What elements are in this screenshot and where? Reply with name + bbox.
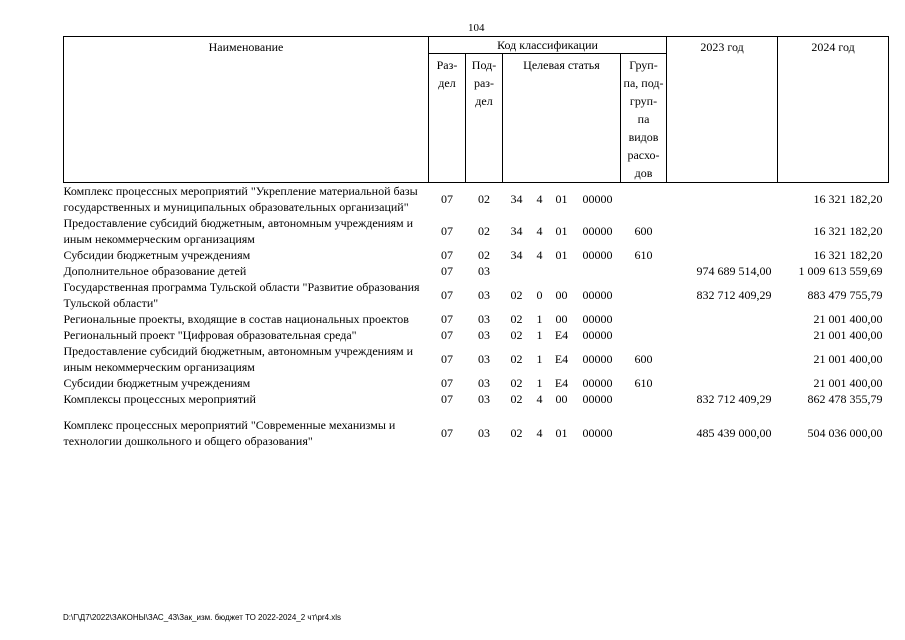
cell-subsection: 03 (478, 352, 490, 366)
header-name: Наименование (64, 37, 429, 183)
cell-amount-2023: 832 712 409,29 (696, 392, 772, 406)
cell-amount-2023 (667, 183, 778, 216)
cell-section: 07 (441, 392, 453, 406)
cell-name: Предоставление субсидий бюджетным, автономным учреждениям и иным некоммерческим организациям (63, 344, 414, 374)
cell-section: 07 (441, 264, 453, 278)
cell-target-program: 02 (510, 288, 523, 302)
table-row (64, 263, 889, 279)
cell-expense-group (621, 327, 667, 343)
cell-expense-group (621, 391, 667, 407)
cell-target-event: 01 (555, 248, 568, 262)
cell-expense-group (621, 417, 667, 449)
cell-target-direction: 00000 (582, 352, 613, 366)
cell-target-direction: 00000 (582, 288, 613, 302)
cell-target-direction: 00000 (582, 224, 613, 238)
cell-target-event: E4 (554, 376, 569, 390)
cell-target-program: 02 (510, 392, 523, 406)
table-row (64, 375, 889, 391)
cell-name: Субсидии бюджетным учреждениям (63, 376, 251, 390)
cell-target-subprogram: 4 (536, 224, 543, 238)
table-body (64, 183, 889, 450)
cell-expense-group (621, 263, 667, 279)
cell-amount-2024: 16 321 182,20 (813, 224, 883, 238)
cell-target-program: 02 (510, 328, 523, 342)
cell-subsection: 03 (478, 264, 490, 278)
cell-amount-2024: 1 009 613 559,69 (798, 264, 883, 278)
cell-section: 07 (441, 312, 453, 326)
cell-target-event (549, 263, 575, 279)
cell-subsection: 03 (478, 312, 490, 326)
cell-amount-2024: 21 001 400,00 (813, 352, 883, 366)
cell-section: 07 (441, 352, 453, 366)
cell-section: 07 (441, 288, 453, 302)
cell-target-program: 02 (510, 312, 523, 326)
header-classification: Код классификации (429, 37, 667, 54)
cell-subsection: 03 (478, 392, 490, 406)
cell-amount-2023: 832 712 409,29 (696, 288, 772, 302)
cell-amount-2023 (667, 327, 778, 343)
cell-target-program: 02 (510, 376, 523, 390)
cell-target-event: 00 (555, 312, 568, 326)
cell-subsection: 02 (478, 248, 490, 262)
cell-amount-2023 (667, 343, 778, 375)
cell-amount-2024: 862 478 355,79 (807, 392, 883, 406)
header-year-2024: 2024 год (778, 37, 889, 183)
cell-subsection: 02 (478, 192, 490, 206)
cell-target-subprogram: 4 (536, 426, 543, 440)
cell-target-subprogram (531, 263, 549, 279)
table-header (64, 37, 889, 183)
cell-target-direction: 00000 (582, 312, 613, 326)
cell-expense-group (621, 279, 667, 311)
table-row (64, 311, 889, 327)
cell-name: Дополнительное образование детей (63, 264, 247, 278)
budget-table (63, 36, 889, 449)
cell-amount-2024: 21 001 400,00 (813, 312, 883, 326)
table-row (64, 183, 889, 216)
page-number: 104 (468, 22, 485, 34)
cell-expense-group (621, 183, 667, 216)
cell-expense-group: 610 (634, 376, 653, 390)
cell-amount-2023 (667, 247, 778, 263)
cell-name: Региональный проект "Цифровая образовательная среда" (63, 328, 357, 342)
table-row (64, 327, 889, 343)
cell-target-subprogram: 4 (536, 248, 543, 262)
cell-target-direction: 00000 (582, 376, 613, 390)
cell-section: 07 (441, 248, 453, 262)
cell-section: 07 (441, 192, 453, 206)
cell-name: Региональные проекты, входящие в состав национальных проектов (63, 312, 409, 326)
cell-expense-group: 600 (634, 224, 653, 238)
cell-target-event: 01 (555, 426, 568, 440)
table-row (64, 247, 889, 263)
table-row (64, 417, 889, 449)
cell-target-subprogram: 4 (536, 392, 543, 406)
cell-target-program: 02 (510, 352, 523, 366)
cell-target-program: 34 (510, 192, 523, 206)
cell-subsection: 03 (478, 376, 490, 390)
cell-subsection: 03 (478, 288, 490, 302)
cell-target-event: 01 (555, 224, 568, 238)
table-row (64, 391, 889, 407)
cell-target-event: E4 (554, 328, 569, 342)
cell-target-event: 00 (555, 392, 568, 406)
cell-target-direction: 00000 (582, 248, 613, 262)
header-target-article: Целевая статья (523, 58, 600, 72)
cell-amount-2024: 883 479 755,79 (807, 288, 883, 302)
cell-subsection: 03 (478, 328, 490, 342)
spacer-cell (64, 407, 889, 417)
cell-section: 07 (441, 426, 453, 440)
header-subsection: Под- раз- дел (471, 58, 497, 108)
cell-target-subprogram: 4 (536, 192, 543, 206)
cell-target-event: E4 (554, 352, 569, 366)
cell-name: Предоставление субсидий бюджетным, автономным учреждениям и иным некоммерческим организациям (63, 216, 414, 246)
cell-name: Комплексы процессных мероприятий (63, 392, 256, 406)
table-row (64, 343, 889, 375)
cell-expense-group: 600 (634, 352, 653, 366)
cell-amount-2023 (667, 311, 778, 327)
cell-amount-2024: 504 036 000,00 (807, 426, 883, 440)
header-year-2023: 2023 год (667, 37, 778, 183)
cell-expense-group (621, 311, 667, 327)
cell-amount-2024: 16 321 182,20 (813, 248, 883, 262)
row-spacer (64, 407, 889, 417)
cell-amount-2024: 21 001 400,00 (813, 376, 883, 390)
cell-target-direction (575, 263, 621, 279)
cell-target-program: 02 (510, 426, 523, 440)
cell-amount-2024: 21 001 400,00 (813, 328, 883, 342)
cell-expense-group: 610 (634, 248, 653, 262)
cell-target-direction: 00000 (582, 192, 613, 206)
cell-amount-2023: 974 689 514,00 (696, 264, 772, 278)
cell-target-program (503, 263, 531, 279)
cell-name: Комплекс процессных мероприятий "Современные механизмы и технологии дошкольного и общего образования" (63, 418, 396, 448)
file-path-footer: D:\Г\Д7\2022\ЗАКОНЫ\ЗАС_43\Зак_изм. бюджет ТО 2022-2024_2 чт\pr4.xls (63, 613, 342, 622)
cell-target-subprogram: 1 (536, 312, 543, 326)
cell-target-direction: 00000 (582, 426, 613, 440)
cell-target-subprogram: 0 (536, 288, 543, 302)
cell-target-subprogram: 1 (536, 376, 543, 390)
cell-name: Комплекс процессных мероприятий "Укрепление материальной базы государственных и муниципальных образовательных организаций" (63, 184, 418, 214)
cell-subsection: 03 (478, 426, 490, 440)
cell-target-direction: 00000 (582, 392, 613, 406)
cell-amount-2023 (667, 375, 778, 391)
cell-amount-2023: 485 439 000,00 (696, 426, 772, 440)
cell-subsection: 02 (478, 224, 490, 238)
cell-name: Субсидии бюджетным учреждениям (63, 248, 251, 262)
cell-target-program: 34 (510, 224, 523, 238)
cell-amount-2024: 16 321 182,20 (813, 192, 883, 206)
cell-target-subprogram: 1 (536, 352, 543, 366)
table-row (64, 279, 889, 311)
cell-section: 07 (441, 328, 453, 342)
header-expense-group: Груп- па, под- груп- па видов расхо- дов (623, 58, 664, 180)
table-row (64, 215, 889, 247)
cell-amount-2023 (667, 215, 778, 247)
cell-target-direction: 00000 (582, 328, 613, 342)
cell-target-event: 00 (555, 288, 568, 302)
cell-section: 07 (441, 224, 453, 238)
cell-section: 07 (441, 376, 453, 390)
header-section: Раз- дел (436, 58, 458, 90)
cell-target-subprogram: 1 (536, 328, 543, 342)
cell-target-event: 01 (555, 192, 568, 206)
cell-name: Государственная программа Тульской области "Развитие образования Тульской области" (63, 280, 420, 310)
cell-target-program: 34 (510, 248, 523, 262)
